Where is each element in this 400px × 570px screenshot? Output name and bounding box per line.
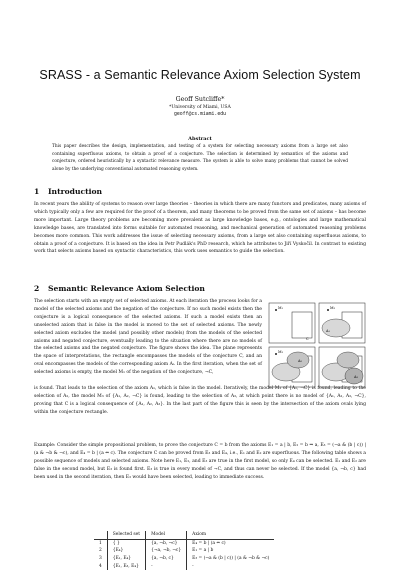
author-affiliation: *University of Miami, USA <box>169 105 231 110</box>
table-cell: {a, ¬b, ¬c} <box>146 539 187 547</box>
table-row <box>94 562 274 570</box>
label-a1: A₁ <box>326 329 330 333</box>
label-a3: A₃ <box>354 375 358 379</box>
table-cell: 4 <box>99 563 102 569</box>
table-header-cell: Axiom <box>187 531 275 539</box>
section2-example-paragraph: Example: Consider the simple propositional problem, to prove the conjecture C = b from the axioms E₁ = a | b, E₂ = b ⇒ a, E₃ = (¬a & (b | c)) | (a & ¬b & ¬c), and E₄ = b | (a ⇔ c). The conjecture C can be proved from E₃ and E₄, i.e., E₁ and E₂ are superfluous. The following table shows a possible sequence of models and selected axioms. Note here E₁, E₂, and E₃ are true in the first model, so only E₄ can be selected. E₁ and E₂ are false in the second model, but E₃ is found first. E₃ is true in every model of ¬C, and thus can never be selected. If the model {a, ¬b, c} had been used in the second iteration, then E₃ would have been selected, leading to immediate success. <box>34 443 366 480</box>
table-cell: E₄ = b | (a ⇔ c) <box>187 539 275 547</box>
table-cell: 3 <box>99 556 102 562</box>
table-row <box>94 555 274 563</box>
table-cell: E₃ = (¬a & (b | c)) | (a & ¬b & ¬c) <box>187 555 275 563</box>
table-cell: {E₁, E₃, E₄} <box>107 562 145 570</box>
panel-1-conjecture-rect <box>292 312 312 338</box>
paper-title: SRASS - a Semantic Relevance Axiom Selection System <box>39 68 361 82</box>
section-heading-introduction <box>34 187 102 196</box>
section-number: 2 <box>34 284 40 293</box>
table-cell: E₁ = a | b <box>187 547 275 555</box>
table-cell: - <box>187 562 275 570</box>
label-a2: A₂ <box>298 359 302 363</box>
abstract-heading: Abstract <box>188 136 212 142</box>
section2-paragraph-1: The selection starts with an empty set of selected axioms. At each iteration the process looks for a model of the selected axioms and the negation of the conjecture. If no such model exists then the conjecture is a logical consequence of the selected axioms. If such a model exists then an unselected axiom that is false in the model is moved to the set of selected axioms. The newly selected axiom excludes the model (and possibly other models) from the models of the selected axioms and negated conjecture, eventually leading to the situation where there are no models of the selected axioms and the negated conjecture. The figure shows the idea. The plane represents the space of interpretations, the rectangle encompasses the models of the conjecture C, and an oval encompasses the models of the corresponding axiom Aᵢ. In the first iteration, when the set of selected axioms is empty, the model M₁ of the negation of the conjecture, ¬C, <box>34 299 262 376</box>
table-header-cell <box>94 531 107 539</box>
table-row <box>94 539 274 547</box>
table-cell: {¬a, ¬b, ¬c} <box>146 547 187 555</box>
table-header-cell: Model <box>146 531 187 539</box>
label-c-1: C <box>306 337 309 341</box>
panel-2-axiom-oval <box>322 319 350 337</box>
label-m1: M₁ <box>278 306 283 310</box>
section2-paragraph-2: is found. That leads to the selection of the axiom A₁, which is false in the model. Iteratively, the model M₂ of {A₁, ¬C} is found, leading to the selection of A₂, the model M₃ of {A₁, A₂, ¬C} is found, leading to the selection of A₃, at which point there is no model of {A₁, A₂, A₃, ¬C}, proving that C is a logical consequence of {A₁, A₂, A₃}. In the last part of the figure this is seen by the intersection of the axiom ovals lying within the conjecture rectangle. <box>34 386 366 415</box>
selection-sequence-table <box>94 531 274 570</box>
table-cell: 2 <box>99 548 102 554</box>
author-email[interactable]: geoff@cs.miami.edu <box>174 112 226 117</box>
section-title: Introduction <box>48 187 103 196</box>
panel-2-model-point <box>327 309 329 311</box>
figure-svg <box>268 302 366 388</box>
panel-4-axiom-oval-2 <box>337 352 359 368</box>
label-m3: M₃ <box>278 350 283 354</box>
label-m2: M₂ <box>330 306 335 310</box>
table-header-row <box>94 531 274 539</box>
table-header-cell: Selected set <box>107 531 145 539</box>
panel-3-model-point <box>275 353 277 355</box>
table-cell: {E₁, E₄} <box>107 555 145 563</box>
table-row <box>94 547 274 555</box>
table-cell: {E₄} <box>107 547 145 555</box>
introduction-paragraph: In recent years the ability of systems to reason over large theories – theories in which there are many functors and predicates, many axioms of which typically only a few are required for the proof of a theorem, and many theorems to be proved from the same set of axioms – has become more important. Large theory problems are becoming more prevalent as large knowledge bases, e.g., ontologies and large mathematical knowledge bases, are translated into forms suitable for automated reasoning, and mechanical generation of automated reasoning problems becomes more common. This work addresses the issue of selecting necessary axioms, from a large set also containing superfluous axioms, to obtain a proof of a conjecture. It is based on the idea in Petr Pudlák's PhD research, which he attributes to Jiří Vyskočil. In contrast to existing work that selects axioms based on syntactic characteristics, this work uses semantics to guide the selection. <box>34 202 366 255</box>
section-heading-semantic-relevance <box>34 284 205 293</box>
section-title: Semantic Relevance Axiom Selection <box>48 284 205 293</box>
panel-1-model-point <box>275 309 277 311</box>
interpretation-space-figure <box>268 302 366 388</box>
table-cell: 1 <box>99 540 102 546</box>
section-number: 1 <box>34 187 40 196</box>
author-name: Geoff Sutcliffe* <box>175 96 225 103</box>
table-cell: {a, ¬b, c} <box>146 555 187 563</box>
abstract-text: This paper describes the design, implementation, and testing of a system for selecting necessary axioms from a large set also containing superfluous axioms, to obtain a proof of a conjecture. The selection is determined by semantics of the axioms and conjecture, ordered heuristically by a syntactic relevance measure. The system is able to solve many problems that cannot be solved alone by the underlying conventional automated reasoning system. <box>52 144 348 172</box>
table-cell: { } <box>107 539 145 547</box>
table-cell: - <box>146 562 187 570</box>
